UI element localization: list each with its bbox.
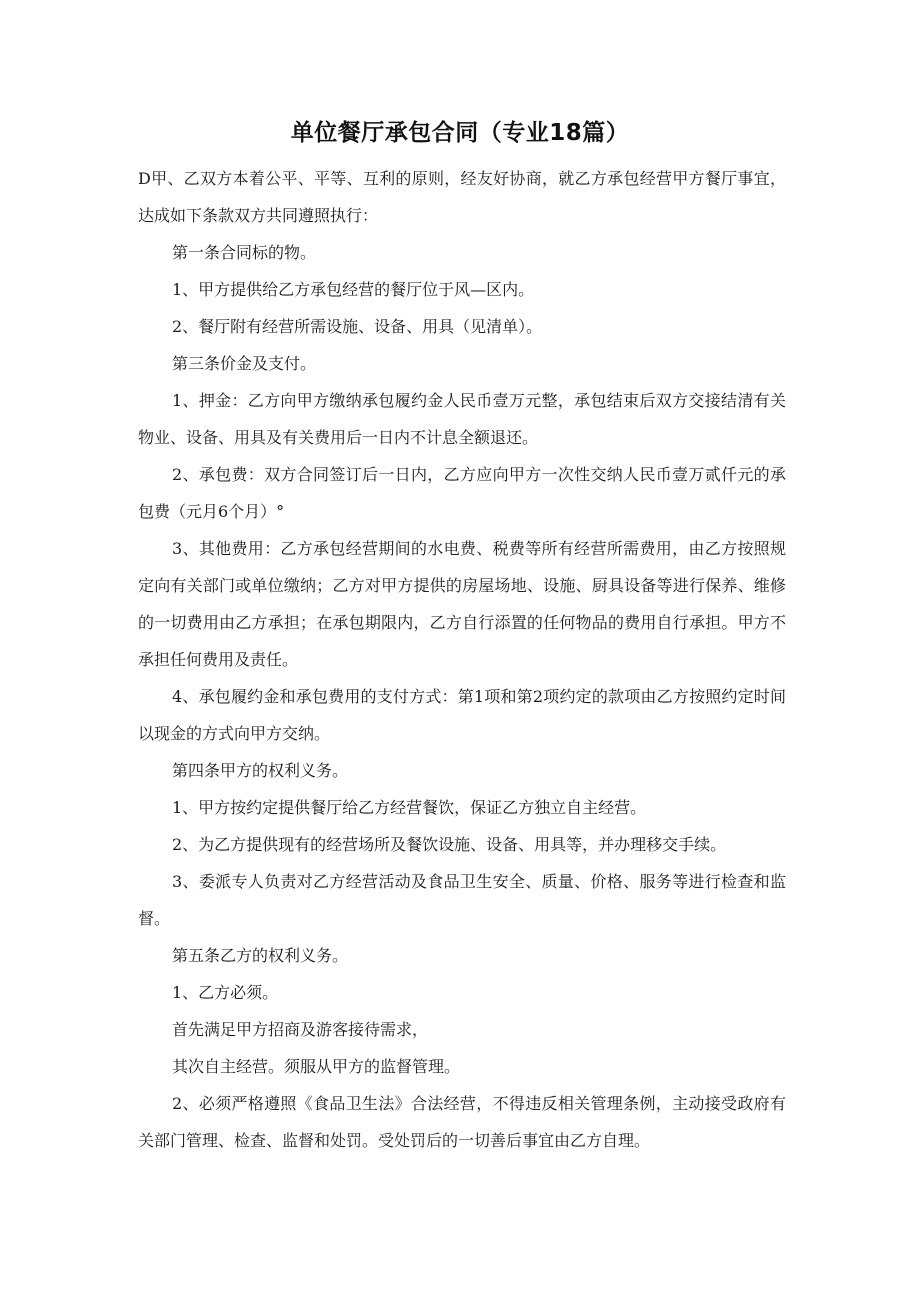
paragraph: 首先满足甲方招商及游客接待需求， [172, 1020, 429, 1039]
paragraph: 3、其他费用：乙方承包经营期间的水电费、税费等所有经营所需费用，由乙方按照规定向有关部门或单位缴纳；乙方对甲方提供的房屋场地、设施、厨具设备等进行保养、维修的一切费用由乙方承担；在承包期限内，乙方自行添置的任何物品的费用自行承担。甲方不承担任何费用及责任。 [138, 539, 786, 669]
paragraph: 第一条合同标的物。 [172, 243, 317, 262]
paragraph: 第三条价金及支付。 [172, 354, 317, 373]
paragraph: 2、必须严格遵照《食品卫生法》合法经营，不得违反相关管理条例，主动接受政府有关部门管理、检查、监督和处罚。受处罚后的一切善后事宜由乙方自理。 [138, 1094, 786, 1150]
paragraph: 2、为乙方提供现有的经营场所及餐饮设施、设备、用具等，并办理移交手续。 [172, 835, 727, 854]
paragraph: 1、甲方按约定提供餐厅给乙方经营餐饮，保证乙方独立自主经营。 [172, 798, 647, 817]
paragraph: 第五条乙方的权利义务。 [172, 946, 349, 965]
paragraph: 1、甲方提供给乙方承包经营的餐厅位于风—区内。 [172, 280, 535, 299]
paragraph: 其次自主经营。须服从甲方的监督管理。 [172, 1057, 461, 1076]
document-body [138, 160, 786, 1159]
paragraph: 1、乙方必须。 [172, 983, 279, 1002]
paragraph: 4、承包履约金和承包费用的支付方式：第1项和第2项约定的款项由乙方按照约定时间以现金的方式向甲方交纳。 [138, 687, 786, 743]
document-title: 单位餐厅承包合同（专业18篇） [290, 120, 630, 146]
paragraph: 2、餐厅附有经营所需设施、设备、用具（见清单）。 [172, 317, 543, 336]
paragraph: 第四条甲方的权利义务。 [172, 761, 349, 780]
paragraph: 2、承包费：双方合同签订后一日内，乙方应向甲方一次性交纳人民币壹万贰仟元的承包费（元月6个月）° [138, 465, 786, 521]
paragraph: 3、委派专人负责对乙方经营活动及食品卫生安全、质量、价格、服务等进行检查和监督。 [138, 872, 786, 928]
paragraph: 1、押金：乙方向甲方缴纳承包履约金人民币壹万元整，承包结束后双方交接结清有关物业、设备、用具及有关费用后一日内不计息全额退还。 [138, 391, 786, 447]
paragraph: D甲、乙双方本着公平、平等、互利的原则，经友好协商，就乙方承包经营甲方餐厅事宜，达成如下条款双方共同遵照执行： [138, 169, 786, 225]
